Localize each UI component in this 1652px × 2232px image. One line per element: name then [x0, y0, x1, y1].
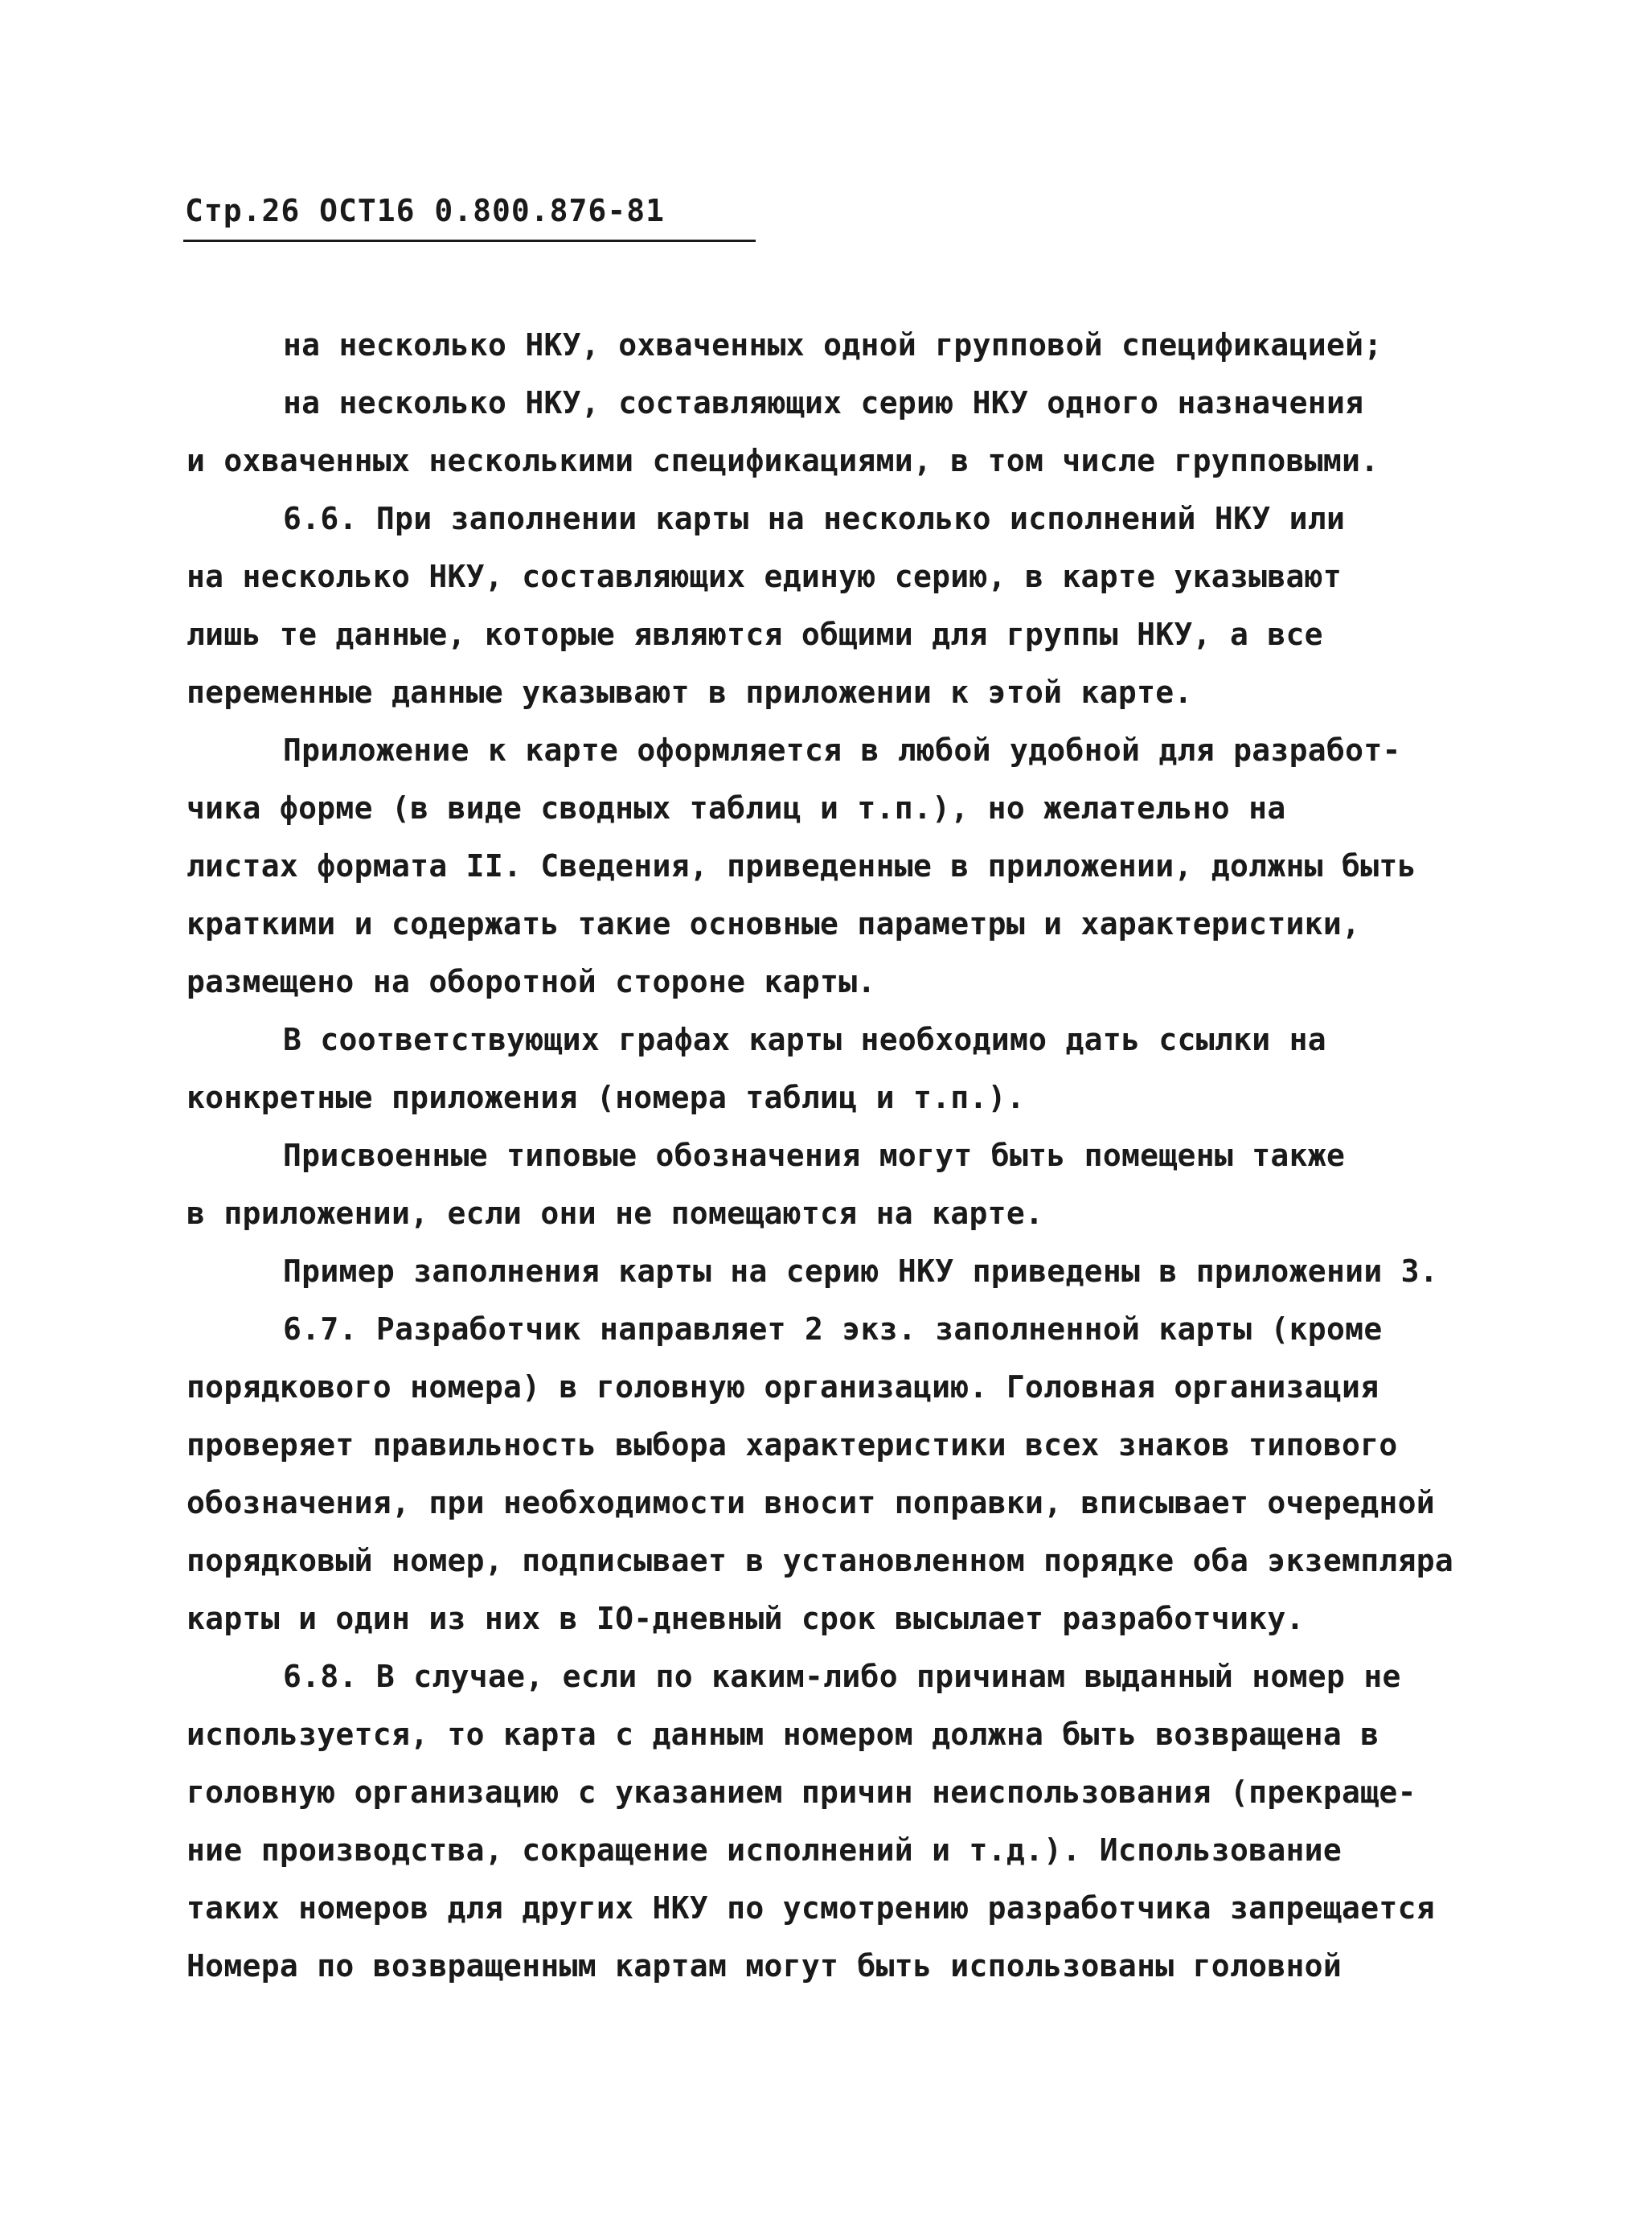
text-line-26: головную организацию с указанием причин неиспользования (прекраще-: [187, 1775, 1416, 1810]
text-line-17: Пример заполнения карты на серию НКУ приведены в приложении 3.: [283, 1253, 1439, 1289]
text-line-6: лишь те данные, которые являются общими для группы НКУ, а все: [187, 617, 1323, 652]
text-line-3: и охваченных несколькими спецификациями, в том числе групповыми.: [187, 443, 1379, 478]
text-line-18: 6.7. Разработчик направляет 2 экз. заполненной карты (кроме: [283, 1311, 1383, 1347]
page-header: Стр.26 ОСТ16 0.800.876-81: [185, 193, 665, 228]
text-line-5: на несколько НКУ, составляющих единую серию, в карте указывают: [187, 559, 1343, 594]
text-line-23: карты и один из них в IO-дневный срок высылает разработчику.: [187, 1601, 1305, 1636]
text-line-13: В соответствующих графах карты необходимо дать ссылки на: [283, 1022, 1326, 1057]
text-line-22: порядковый номер, подписывает в установленном порядке оба экземпляра: [187, 1543, 1454, 1578]
header-underline: [183, 240, 756, 242]
text-line-25: используется, то карта с данным номером должна быть возвращена в: [187, 1717, 1379, 1752]
text-line-7: переменные данные указывают в приложении к этой карте.: [187, 675, 1193, 710]
text-line-29: Номера по возвращенным картам могут быть использованы головной: [187, 1948, 1343, 1984]
text-line-27: ние производства, сокращение исполнений и т.д.). Использование: [187, 1832, 1343, 1868]
text-line-14: конкретные приложения (номера таблиц и т.п.).: [187, 1080, 1026, 1115]
text-line-19: порядкового номера) в головную организацию. Головная организация: [187, 1369, 1379, 1405]
text-line-1: на несколько НКУ, охваченных одной групповой спецификацией;: [283, 327, 1383, 363]
text-line-9: чика форме (в виде сводных таблиц и т.п.), но желательно на: [187, 790, 1286, 826]
text-line-24: 6.8. В случае, если по каким-либо причинам выданный номер не: [283, 1659, 1401, 1694]
text-line-8: Приложение к карте оформляется в любой удобной для разработ-: [283, 732, 1401, 768]
text-line-2: на несколько НКУ, составляющих серию НКУ одного назначения: [283, 385, 1364, 421]
text-line-16: в приложении, если они не помещаются на карте.: [187, 1196, 1044, 1231]
text-line-20: проверяет правильность выбора характеристики всех знаков типового: [187, 1427, 1398, 1463]
text-line-15: Присвоенные типовые обозначения могут быть помещены также: [283, 1138, 1346, 1173]
text-line-28: таких номеров для других НКУ по усмотрению разработчика запрещается: [187, 1890, 1435, 1926]
text-line-4: 6.6. При заполнении карты на несколько исполнений НКУ или: [283, 501, 1346, 536]
text-line-21: обозначения, при необходимости вносит поправки, вписывает очередной: [187, 1485, 1435, 1520]
text-line-12: размещено на оборотной стороне карты.: [187, 964, 876, 999]
text-line-10: листах формата II. Сведения, приведенные в приложении, должны быть: [187, 848, 1416, 884]
text-line-11: краткими и содержать такие основные параметры и характеристики,: [187, 906, 1361, 942]
